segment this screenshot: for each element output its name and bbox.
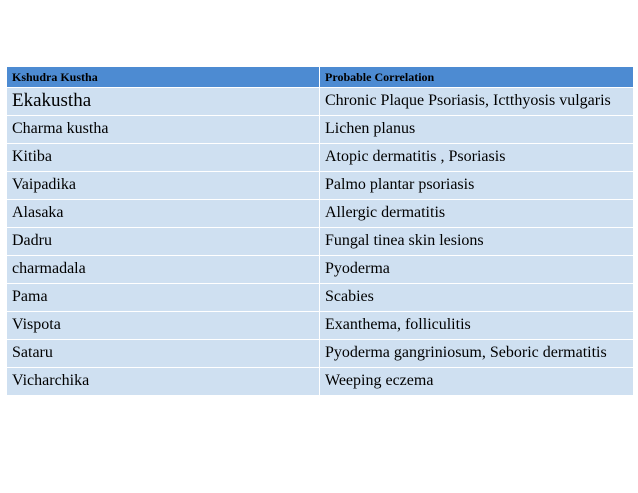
correlation: Scabies (320, 284, 634, 312)
kustha-name: Sataru (7, 340, 320, 368)
table-row (7, 340, 634, 368)
correlation: Allergic dermatitis (320, 200, 634, 228)
correlation: Chronic Plaque Psoriasis, Ictthyosis vulgaris (320, 88, 634, 116)
header-kshudra-kustha: Kshudra Kustha (7, 67, 320, 88)
table-row (7, 88, 634, 116)
kustha-name: Alasaka (7, 200, 320, 228)
table-row (7, 284, 634, 312)
kustha-name: charmadala (7, 256, 320, 284)
correlation: Pyoderma (320, 256, 634, 284)
kustha-name: Vicharchika (7, 368, 320, 396)
correlation: Pyoderma gangriniosum, Seboric dermatitis (320, 340, 634, 368)
table-row (7, 200, 634, 228)
correlation: Exanthema, folliculitis (320, 312, 634, 340)
kustha-name: Dadru (7, 228, 320, 256)
table-row (7, 172, 634, 200)
correlation: Palmo plantar psoriasis (320, 172, 634, 200)
kustha-name: Pama (7, 284, 320, 312)
table-row (7, 312, 634, 340)
kustha-name: Ekakustha (7, 88, 320, 116)
table-row (7, 116, 634, 144)
kustha-name: Vaipadika (7, 172, 320, 200)
correlation-table (6, 66, 634, 396)
correlation: Atopic dermatitis , Psoriasis (320, 144, 634, 172)
correlation: Fungal tinea skin lesions (320, 228, 634, 256)
table-header-row (7, 67, 634, 88)
correlation: Lichen planus (320, 116, 634, 144)
kustha-name: Kitiba (7, 144, 320, 172)
table-row (7, 228, 634, 256)
table-row (7, 256, 634, 284)
kustha-name: Vispota (7, 312, 320, 340)
kustha-name: Charma kustha (7, 116, 320, 144)
correlation: Weeping eczema (320, 368, 634, 396)
table-row (7, 144, 634, 172)
header-probable-correlation: Probable Correlation (320, 67, 634, 88)
table-row (7, 368, 634, 396)
